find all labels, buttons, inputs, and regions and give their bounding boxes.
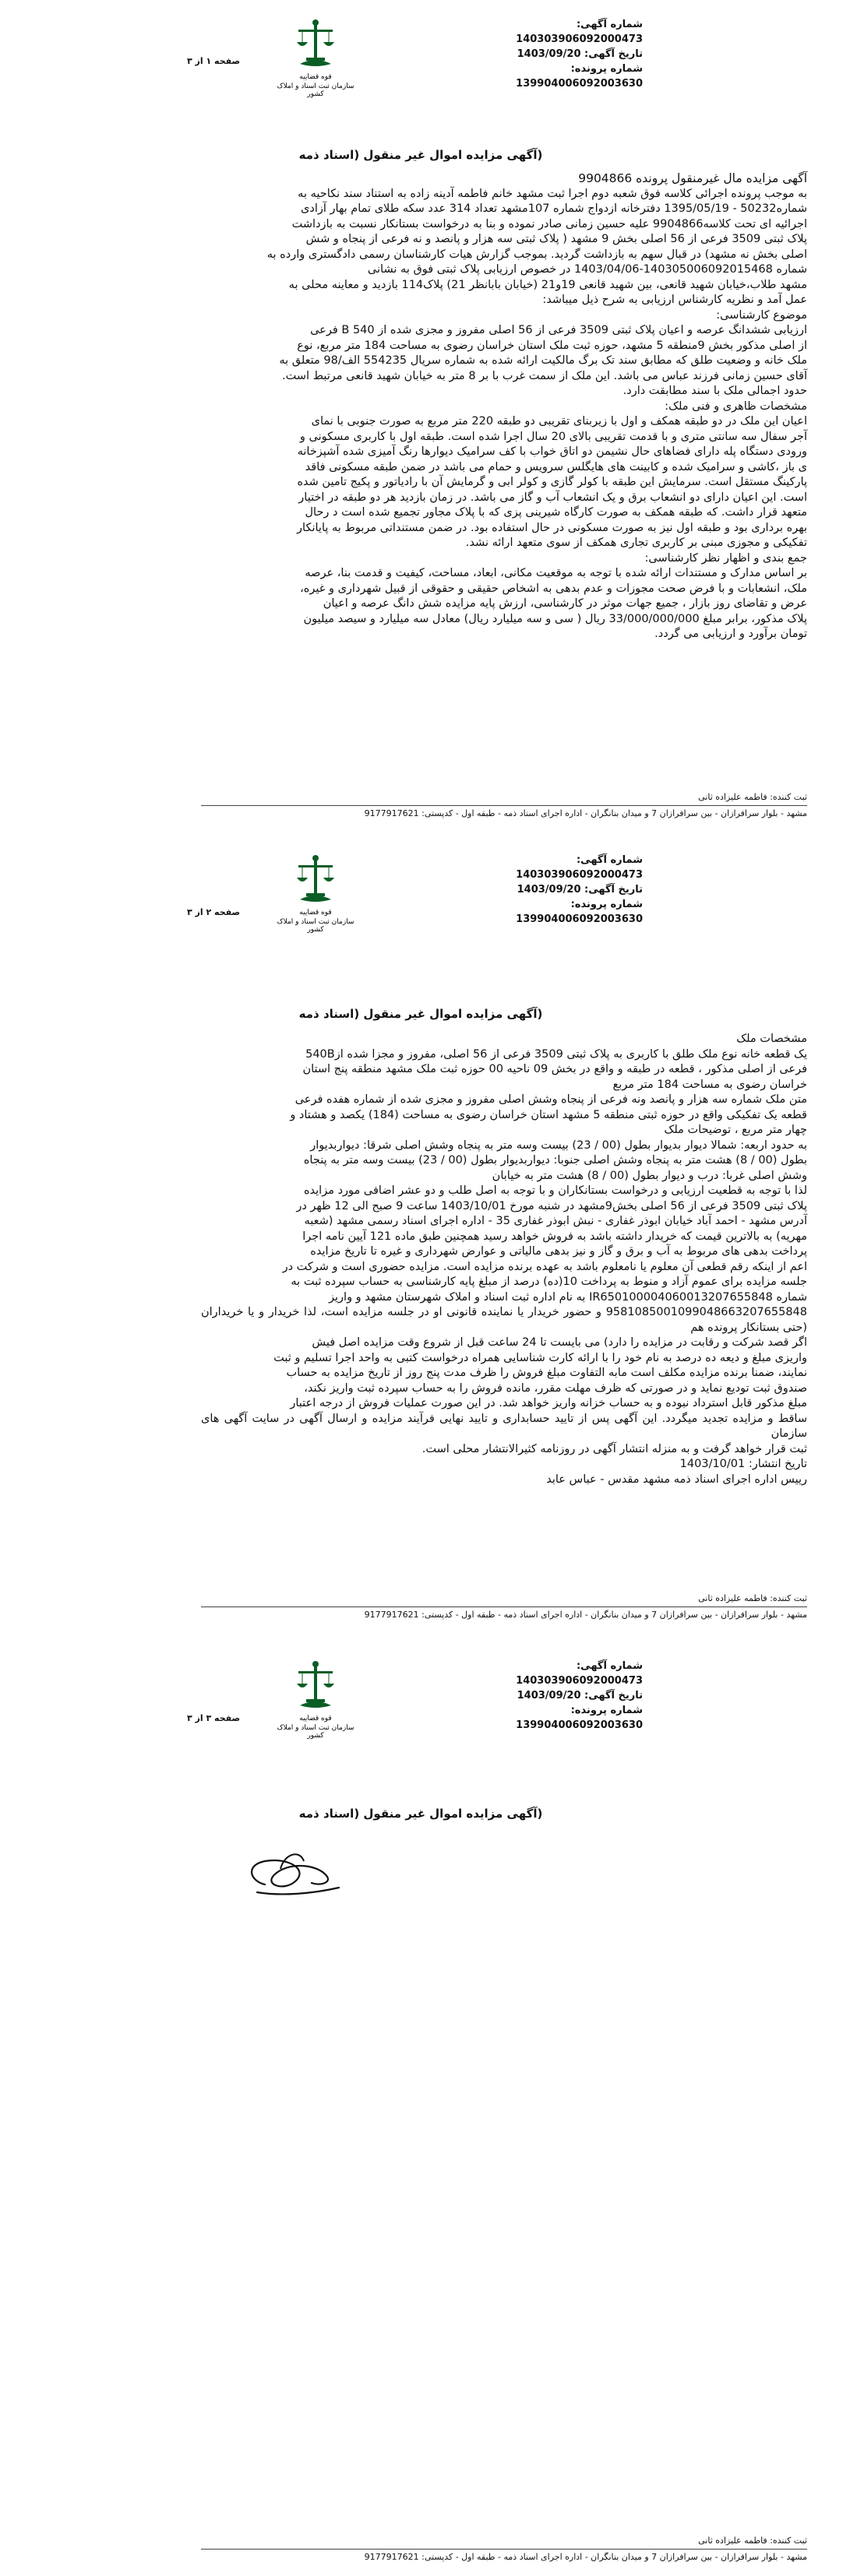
body-line: متعهد قرار داشت. که طبقه همکف به صورت کارگاه شیرینی پزی که با پلاک مجاور تجمیع شده است د رحال: [305, 506, 807, 519]
body-line: 9581085001099048663207655848 و حضور خریدار یا نماینده قانونی او در جلسه مزایده است، لذا خریدار و یا خریداران (حتی بستانکار پرونده هم: [201, 1306, 807, 1334]
ad-number-row: [456, 853, 643, 882]
signature-icon: [234, 1838, 351, 1908]
case-number-row: [456, 1703, 643, 1733]
body-line: یک قطعه خانه نوع ملک طلق با کاربری به پلاک ثبتی 3509 فرعی از 56 اصلی، مفروز و مجزا شده از540B: [305, 1047, 807, 1061]
body-line: متن ملک شماره سه هزار و پانصد ونه فرعی از پنجاه وشش اصلی مفروز و مجزی شده از شماره هفده فرعی: [295, 1093, 807, 1106]
body-line: نمایند، ضمنا برنده مزایده مکلف است مابه التفاوت مبلغ فروش را ظرف مدت پنج روز از تاریخ مزایده به حساب: [286, 1367, 807, 1379]
footer-divider: [201, 2549, 807, 2550]
document-heading: (آگهی مزایده اموال غیر منقول (اسناد ذمه: [298, 148, 543, 162]
case-number-label: شماره پرونده:: [570, 1705, 643, 1716]
case-number-row: [456, 897, 643, 927]
body-line: عرض و تقاضای روز بازار ، جمیع جهات موثر در کارشناسی، ارزش پایه مزایده شش دانگ عرصه و اعیان: [323, 597, 807, 610]
page-number: صفحه ۲ از ۳: [187, 907, 241, 917]
body-line: لذا با توجه به قطعیت ارزیابی و درخواست بستانکاران و با توجه به اصل طلب و دو عشر اضافی مورد مزایده: [303, 1184, 807, 1197]
ad-date-row: [456, 47, 643, 62]
body-line: اجرائیه ای تحت کلاسه9904866 علیه حسین زمانی صادر نموده و بنا به درخواست بستانکار نسبت به بازداشت: [291, 217, 807, 231]
body-line: به موجب پرونده اجرائی کلاسه فوق شعبه دوم اجرا ثبت مشهد خانم فاطمه آدینه زاده به استناد سند نکاحیه به: [298, 187, 807, 200]
org-subtitle: قوه قضاییه: [299, 73, 332, 81]
body-line: آجر سفال سه سانتی متری و با قدمت تقریبی بالای 20 سال اجرا شده است. طبقه اول با کاربری مسکونی و: [299, 430, 807, 443]
page-1-footer: [201, 791, 807, 820]
body-line: مشهد طلاب،خیابان شهید قانعی، بین شهید قانعی 19و21 (خیابان بابانظر 21) پلاک114 بازدید و معاینه محلی به: [288, 278, 807, 291]
page-1-lines: [201, 187, 807, 642]
subheading: آگهی مزایده مال غیرمنقول پرونده 9904866: [578, 171, 807, 185]
footer-divider: [201, 805, 807, 806]
ad-date-label: تاریخ آگهی:: [584, 48, 643, 60]
body-line: صندوق ثبت تودیع نماید و در صورتی که ظرف مهلت مقرر، مانده فروش را به حساب سپرده ثبت واریز نکند،: [304, 1381, 807, 1395]
body-line: جمع بندی و اظهار نظر کارشناسی:: [644, 551, 807, 565]
page-3-footer: [201, 2535, 807, 2564]
ad-date: 1403/09/20: [517, 884, 581, 896]
ad-number: 140303906092000473: [516, 869, 643, 881]
body-line: ی باز ،کاشی و سرامیک شده و کابینت های هایگلس سرویس و حمام می باشد در ضمن طبقه مسکونی فاقد: [305, 460, 807, 473]
body-line: تومان برآورد و ارزیابی می گردد.: [654, 628, 807, 640]
body-line: تفکیکی و مجوزی مبنی بر کاربری تجاری همکف از سوی متعهد ارائه نشد.: [465, 537, 807, 549]
body-line: خراسان رضوی به مساحت 184 متر مربع: [612, 1078, 807, 1091]
body-line: تاریخ انتشار: 1403/10/01: [679, 1458, 807, 1470]
ad-number-row: [456, 17, 643, 47]
body-line: پلاک مذکور، برابر مبلغ 33/000/000/000 ریال ( سی و سه میلیارد ریال) معادل سه میلیارد و سیصد میلیون: [303, 612, 807, 625]
ad-meta: [456, 17, 643, 91]
case-number: 139904006092003630: [516, 78, 643, 90]
body-line: ثبت قرار خواهد گرفت و به منزله انتشار آگهی در روزنامه کثیرالانتشار محلی است.: [421, 1442, 807, 1455]
registrar-line: ثبت کننده: فاطمه علیزاده ثانی: [698, 792, 807, 802]
body-line: وشش اصلی غربا: درب و دیوار بطول (00 / 8) هشت متر به خیابان: [492, 1169, 807, 1182]
body-line: پرداخت بدهی های مربوط به آب و برق و گاز و نیز بدهی مالیاتی و عوارض شهرداری و غیره تا تاریخ مزایده: [310, 1245, 807, 1258]
org-name: سازمان ثبت اسناد و املاک کشور: [277, 918, 354, 934]
case-number-row: [456, 62, 643, 91]
ad-meta: [456, 853, 643, 927]
body-line: اگر قصد شرکت و رقابت در مزایده را دارد) می بایست تا 24 ساعت قبل از شروع وقت مزایده اصل فیش: [312, 1336, 807, 1349]
case-number: 139904006092003630: [516, 1719, 643, 1731]
registrar-line: ثبت کننده: فاطمه علیزاده ثانی: [698, 2536, 807, 2546]
body-line: پلاک ثبتی 3509 فرعی از 56 اصلی بخش 9 مشهد ( پلاک ثبتی سه هزار و پانصد و نه فرعی از پنجاه و شش: [305, 233, 807, 245]
ad-meta: [456, 1659, 643, 1733]
footer-divider: [201, 1606, 807, 1607]
org-name: سازمان ثبت اسناد و املاک کشور: [277, 1724, 354, 1740]
registrar-line: ثبت کننده: فاطمه علیزاده ثانی: [698, 1593, 807, 1603]
ad-number-row: [456, 1659, 643, 1688]
ad-number-label: شماره آگهی:: [576, 854, 643, 866]
ad-number-label: شماره آگهی:: [576, 19, 643, 30]
body-line: مشخصات ظاهری و فنی ملک:: [665, 399, 807, 413]
office-address: مشهد - بلوار سرافرازان - بین سرافرازان 7 و میدان بنانگران - اداره اجرای اسناد ذمه - طبقه اول - کدپستی: 9177917621: [364, 2552, 807, 2562]
ad-date-row: [456, 882, 643, 897]
ad-number-label: شماره آگهی:: [576, 1660, 643, 1672]
body-line: قطعه یک تفکیکی واقع در حوزه ثبتی منطقه 5 مشهد استان خراسان رضوی به مساحت (184) یکصد و هشتاد و: [290, 1108, 807, 1121]
page-3: [0, 1651, 850, 2576]
page-2-lines: [201, 1032, 807, 1487]
page-2-footer: [201, 1592, 807, 1621]
body-line: پارکینگ مستقل است. سرمایش این طبقه با کولر گازی و کولر ابی و گرمایش آن با رادیاتور و پکیج تامین شده: [297, 476, 807, 488]
scales-emblem-icon: [292, 17, 339, 72]
body-line: است. این اعیان دارای دو انشعاب برق و یک انشعاب آب و گاز می باشد. در زمان بازدید هر دو طبقه در اختیار: [298, 491, 807, 504]
body-line: اصلی بخش نه مشهد) در قبال سهم به بازداشت گردید. بموجب گزارش هیات کارشناسان رسمی دادگستری وارده به: [266, 248, 807, 261]
body-line: به حدود اربعه: شمالا دیوار بدیوار بطول (00 / 23) بیست وسه متر به پنجاه وشش اصلی شرقا: دیواربدیوار: [310, 1138, 807, 1152]
document-heading: (آگهی مزایده اموال غیر منقول (اسناد ذمه: [298, 1807, 543, 1821]
body-line: فرعی از اصلی مذکور ، قطعه در طبقه و واقع در بخش 09 ناحیه 00 حوزه ثبت ملک مشهد منطقه پنج استان: [302, 1063, 807, 1075]
ad-date-label: تاریخ آگهی:: [584, 1690, 643, 1701]
body-line: مبلغ مذکور قابل استرداد نبوده و به حساب خزانه واریز خواهد شد. در این صورت عملیات فروش از درجه اعتبار: [290, 1397, 807, 1409]
org-name: سازمان ثبت اسناد و املاک کشور: [277, 83, 354, 98]
body-line: بهره برداری بود و طبقه اول نیز به صورت مسکونی در حال استفاده بود. در ضمن مستنداتی مربوط به پایانکار: [297, 521, 807, 534]
ad-date: 1403/09/20: [517, 1690, 581, 1701]
ad-number: 140303906092000473: [516, 33, 643, 45]
page-1: [0, 0, 850, 833]
case-number-label: شماره پرونده:: [570, 899, 643, 910]
body-line: مهریه) به بالاترین قیمت که خریدار داشته باشد به فروش خواهد رسید همچنین طبق ماده 121 آیین نامه اجرا: [302, 1230, 807, 1243]
body-line: اعم از اینکه رقم قطعی آن معلوم یا نامعلوم باشد به عهده برنده مزایده است. مزایده حضوری است و شرکت در: [282, 1260, 807, 1273]
ad-date: 1403/09/20: [517, 48, 581, 60]
body-line: واریزی مبلغ و دیعه ده درصد به نام خود را با ارائه کارت شناسایی همراه درخواست کتبی به واحد اجرا تسلیم و ثبت: [273, 1351, 807, 1364]
body-line: شماره IR650100004060013207655848 به نام اداره ثبت اسناد و املاک شهرستان مشهد و واریز: [329, 1290, 807, 1304]
body-line: پلاک ثبتی 3509 فرعی از 56 اصلی بخش9مشهد در شنبه مورخ 1403/10/01 ساعت 9 صبح الی 12 ظهر در: [296, 1199, 807, 1212]
org-subtitle: قوه قضاییه: [299, 909, 332, 917]
body-line: آدرس مشهد - احمد آباد خیابان ابوذر غفاری - نبش ابوذر غفاری 35 - اداره اجرای اسناد رسمی مشهد (شعبه: [304, 1215, 807, 1227]
body-line: از اصلی مذکور بخش 9منطقه 5 مشهد، حوزه ثبت ملک استان خراسان رضوی به مساحت 184 متر مربع، نوع: [297, 339, 807, 352]
body-line: ملک، انشعابات و با فرض صحت مجوزات و عدم بدهی به اشخاص حقیقی و حقوقی از قبیل شهرداری و غیره،: [300, 582, 807, 595]
body-line: مشخصات ملک: [736, 1033, 807, 1045]
body-line: آقای حسین زمانی فرزند عباس می باشد. این ملک از سمت غرب با بر 8 متر به خیابان شهید قانعی مرتبط است.: [281, 369, 807, 382]
body-line: شماره50232 - 1395/05/19 دفترخانه ازدواج شماره 107مشهد تعداد 314 عدد سکه طلای تمام بهار آزادی: [301, 202, 807, 215]
body-line: رییس اداره اجرای اسناد ذمه مشهد مقدس - عباس عابد: [546, 1473, 807, 1486]
body-line: حدود اجمالی ملک با سند مطابقت دارد.: [623, 385, 807, 397]
body-line: شماره 140305006092015468-1403/04/06 در خصوص ارزیابی پلاک ثبتی فوق به نشانی: [367, 263, 807, 276]
body-line: اعیان این ملک در دو طبقه همکف و اول با زیربنای تقریبی دو طبقه 220 متر مربع به صورت جنوبی با نمای: [311, 415, 807, 428]
scales-emblem-icon: [292, 853, 339, 907]
body-line: ملک خانه و وضعیت طلق که مطابق سند تک برگ مالکیت ارائه شده به شماره سریال 554235 الف/98 متعلق به: [279, 354, 807, 367]
page-number: صفحه ۱ از ۳: [187, 56, 241, 66]
ad-date-label: تاریخ آگهی:: [584, 884, 643, 896]
ad-date-row: [456, 1688, 643, 1703]
office-address: مشهد - بلوار سرافرازان - بین سرافرازان 7 و میدان بنانگران - اداره اجرای اسناد ذمه - طبقه اول - کدپستی: 9177917621: [364, 1610, 807, 1620]
body-line: موضوع کارشناسی:: [716, 308, 807, 322]
body-line: عمل آمد و نظریه کارشناس ارزیابی به شرح ذیل میباشد:: [542, 294, 807, 306]
scales-emblem-icon: [292, 1659, 339, 1713]
document-heading: (آگهی مزایده اموال غیر منقول (اسناد ذمه: [298, 1007, 543, 1021]
body-line: ورودی دستگاه پله دارای فضاهای حال نشیمن دو اتاق خواب با کف سرامیک دیوارها رنگ آمیزی شده آشپزخانه: [297, 445, 807, 458]
body-line: ساقط و مزایده تجدید میگردد. این آگهی پس از تایید حسابداری و تایید نهایی فرآیند مزایده و ارسال آگهی در سایت آگهی های سازمان: [201, 1412, 807, 1440]
judiciary-emblem: [273, 17, 358, 111]
ad-number: 140303906092000473: [516, 1675, 643, 1687]
judiciary-emblem: [273, 1659, 358, 1752]
page-1-body: [201, 171, 807, 642]
page-2: [0, 845, 850, 1631]
page-2-body: [201, 1032, 807, 1487]
body-line: بر اساس مدارک و مستندات ارائه شده با توجه به موقعیت مکانی، ابعاد، مساحت، کیفیت و قدمت بنا، عرصه: [305, 567, 807, 579]
body-line: چهار متر مربع ، توضیحات ملک: [664, 1124, 807, 1136]
case-number: 139904006092003630: [516, 913, 643, 925]
body-line: ارزیابی ششدانگ عرصه و اعیان پلاک ثبتی 3509 فرعی از 56 اصلی مفروز و مجزی شده از 540 B فرعی: [310, 324, 807, 336]
office-address: مشهد - بلوار سرافرازان - بین سرافرازان 7 و میدان بنانگران - اداره اجرای اسناد ذمه - طبقه اول - کدپستی: 9177917621: [364, 808, 807, 818]
org-subtitle: قوه قضاییه: [299, 1715, 332, 1723]
case-number-label: شماره پرونده:: [570, 63, 643, 75]
page-number: صفحه ۳ از ۳: [187, 1713, 241, 1723]
body-line: بطول (00 / 8) هشت متر به پنجاه وشش اصلی جنوبا: دیواربدیوار بطول (00 / 23) بیست وسه متر به پنجاه: [303, 1154, 807, 1167]
judiciary-emblem: [273, 853, 358, 946]
body-line: جلسه مزایده برای عموم آزاد و منوط به پرداخت 10(ده) درصد از مبلغ پایه کارشناسی به حساب سپرده ثبت به: [291, 1276, 807, 1288]
